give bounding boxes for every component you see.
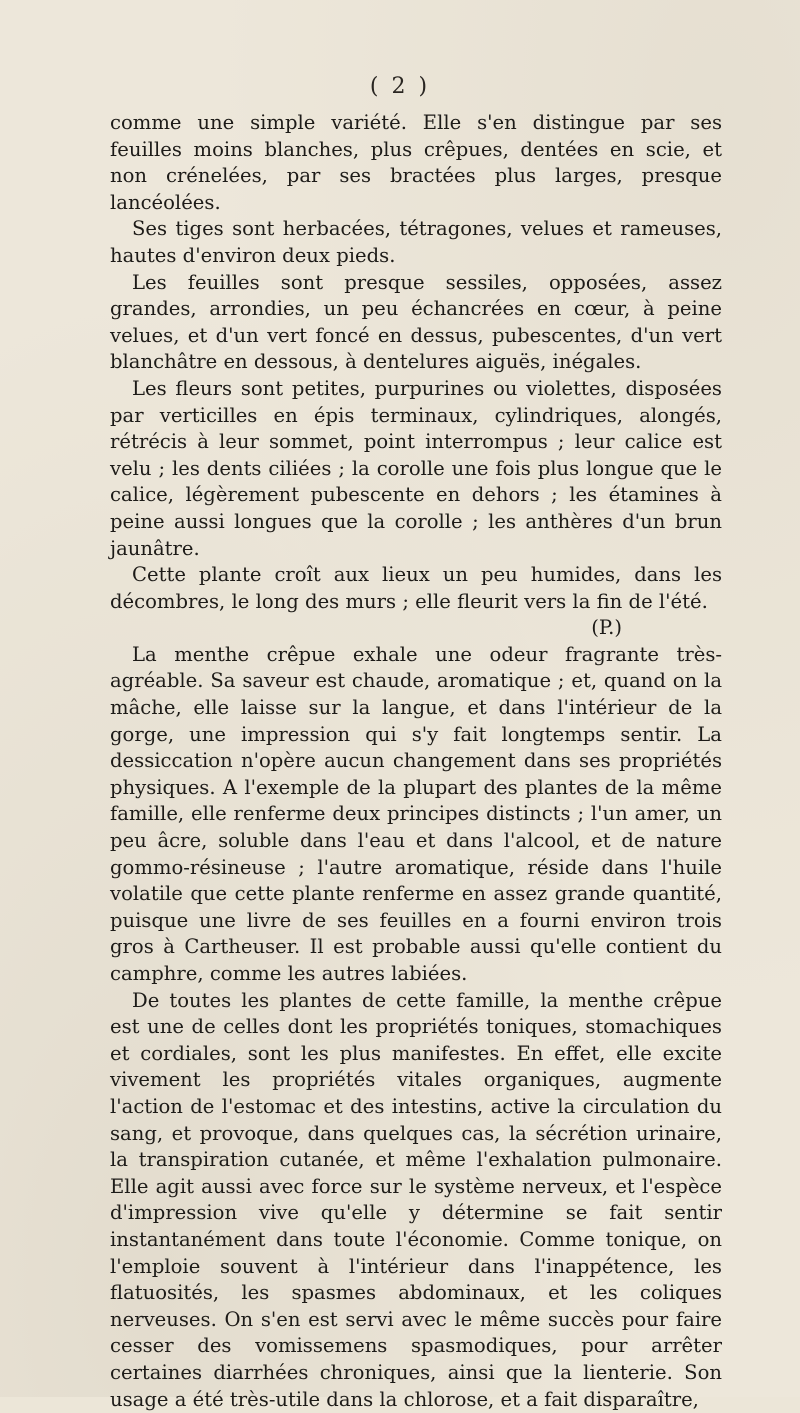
paragraph-properties: De toutes les plantes de cette famille, la menthe crêpue est une de celles dont les propriétés toniques, stomachiques et cordiales, sont les plus manifestes. En effet, elle excite vivement les propriétés vitales organiques, augmente l'action de l'estomac et des intestins, active la circulation du sang, et provoque, dans quelques cas, la sécrétion urinaire, la transpiration cutanée, et même l'exhalation pulmonaire. Elle agit aussi avec force sur le système nerveux, et l'espèce d'impression vive qu'elle y détermine se fait sentir instantanément dans toute l'économie. Comme tonique, on l'emploie souvent à l'intérieur dans l'inappétence, les flatuosités, les spasmes abdominaux, et les coliques nerveuses. On s'en est servi avec le même succès pour faire cesser des vomissemens spasmodiques, pour arrêter certaines diarrhées chroniques, ainsi que la lienterie. Son usage a été très-utile dans la chlorose, et a fait disparaître, [110,988,722,1411]
paragraph-flowers: Les fleurs sont petites, purpurines ou violettes, disposées par verticilles en épis terminaux, cylindriques, alongés, rétrécis à leur sommet, point interrompus ; leur calice est velu ; les dents ciliées ; la corolle une fois plus longue que le calice, légèrement pubescente en dehors ; les étamines à peine aussi longues que la corolle ; les anthères d'un brun jaunâtre. [110,376,722,560]
paragraph-leaves: Les feuilles sont presque sessiles, opposées, assez grandes, arrondies, un peu échancrées en cœur, à peine velues, et d'un vert foncé en dessus, pubescentes, d'un vert blanchâtre en dessous, à dentelures aiguës, inégales. [110,270,722,374]
page-body [110,110,722,1413]
author-signature: (P.) [591,616,622,640]
paragraph-odor: La menthe crêpue exhale une odeur fragrante très-agréable. Sa saveur est chaude, aromatique ; et, quand on la mâche, elle laisse sur la langue, et dans l'intérieur de la gorge, une impression qui s'y fait longtemps sentir. La dessiccation n'opère aucun changement dans ses propriétés physiques. A l'exemple de la plupart des plantes de la même famille, elle renferme deux principes distincts ; l'un amer, un peu âcre, soluble dans l'eau et dans l'alcool, et de nature gommo-résineuse ; l'autre aromatique, réside dans l'huile volatile que cette plante renferme en assez grande quantité, puisque une livre de ses feuilles en a fourni environ trois gros à Cartheuser. Il est probable aussi qu'elle contient du camphre, comme les autres labiées. [110,642,722,985]
page-number: ( 2 ) [369,74,431,99]
paragraph-continuation: comme une simple variété. Elle s'en distingue par ses feuilles moins blanches, plus crêpues, dentées en scie, et non crénelées, par ses bractées plus larges, presque lancéolées. [110,111,722,214]
paragraph-habitat: Cette plante croît aux lieux un peu humides, dans les décombres, le long des murs ; elle fleurit vers la fin de l'été. [110,563,722,613]
paragraph-stems: Ses tiges sont herbacées, tétragones, velues et rameuses, hautes d'environ deux pieds. [110,217,722,267]
